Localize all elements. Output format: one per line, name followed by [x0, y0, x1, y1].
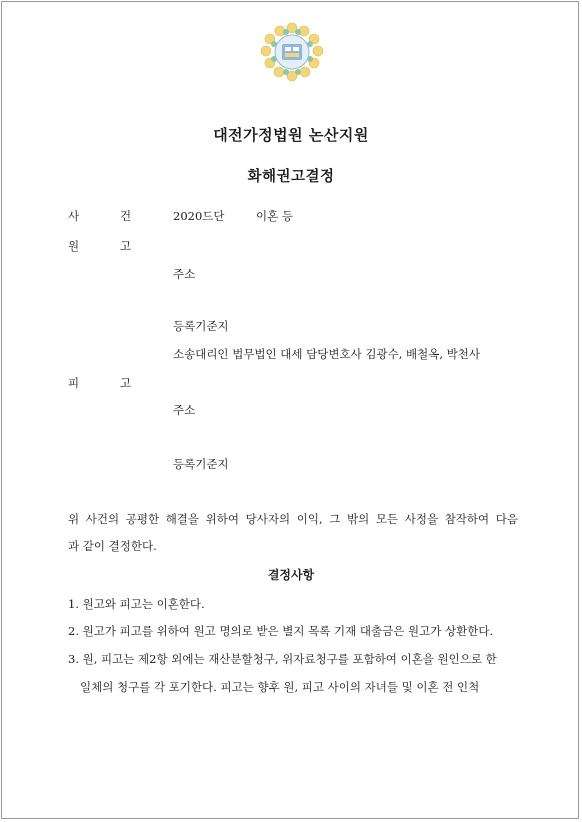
decision-item-2: 2. 원고가 피고를 위하여 원고 명의로 받은 별지 목록 기재 대출금은 원고가 상환한다. — [68, 624, 494, 638]
case-name: 이혼 등 — [256, 209, 293, 223]
plaintiff-label-char-2: 고 — [120, 239, 132, 253]
decision-item-3: 3. 원, 피고는 제2항 외에는 재산분할청구, 위자료청구를 포함하여 이혼을 원인으로 한 — [68, 652, 497, 666]
court-name: 대전가정법원 논산지원 — [213, 126, 369, 144]
case-number: 2020드단 — [173, 209, 225, 223]
intro-line-1: 위 사건의 공평한 해결을 위하여 당사자의 이익, 그 밖의 모든 사정을 참작하여 다음 — [68, 512, 518, 526]
intro-line-2: 과 같이 결정한다. — [68, 539, 157, 553]
defendant-address-label: 주소 — [173, 403, 196, 417]
case-label-char-2: 건 — [120, 209, 132, 223]
plaintiff-registry-label: 등록기준지 — [173, 319, 229, 333]
plaintiff-counsel: 소송대리인 법무법인 대세 담당변호사 김광수, 배철옥, 박천사 — [173, 347, 480, 361]
defendant-label-char-1: 피 — [68, 376, 80, 390]
decision-item-1: 1. 원고와 피고는 이혼한다. — [68, 597, 205, 611]
decision-item-3-continued: 일체의 청구를 각 포기한다. 피고는 향후 원, 피고 사이의 자녀들 및 이혼 전 인척 — [80, 680, 480, 694]
case-label-char-1: 사 — [68, 209, 80, 223]
document-title: 화해권고결정 — [247, 169, 335, 185]
plaintiff-label-char-1: 원 — [68, 239, 80, 253]
plaintiff-address-label: 주소 — [173, 267, 196, 281]
decision-heading: 결정사항 — [267, 568, 315, 582]
defendant-registry-label: 등록기준지 — [173, 457, 229, 471]
court-emblem-icon — [259, 22, 325, 82]
defendant-label-char-2: 고 — [120, 376, 132, 390]
